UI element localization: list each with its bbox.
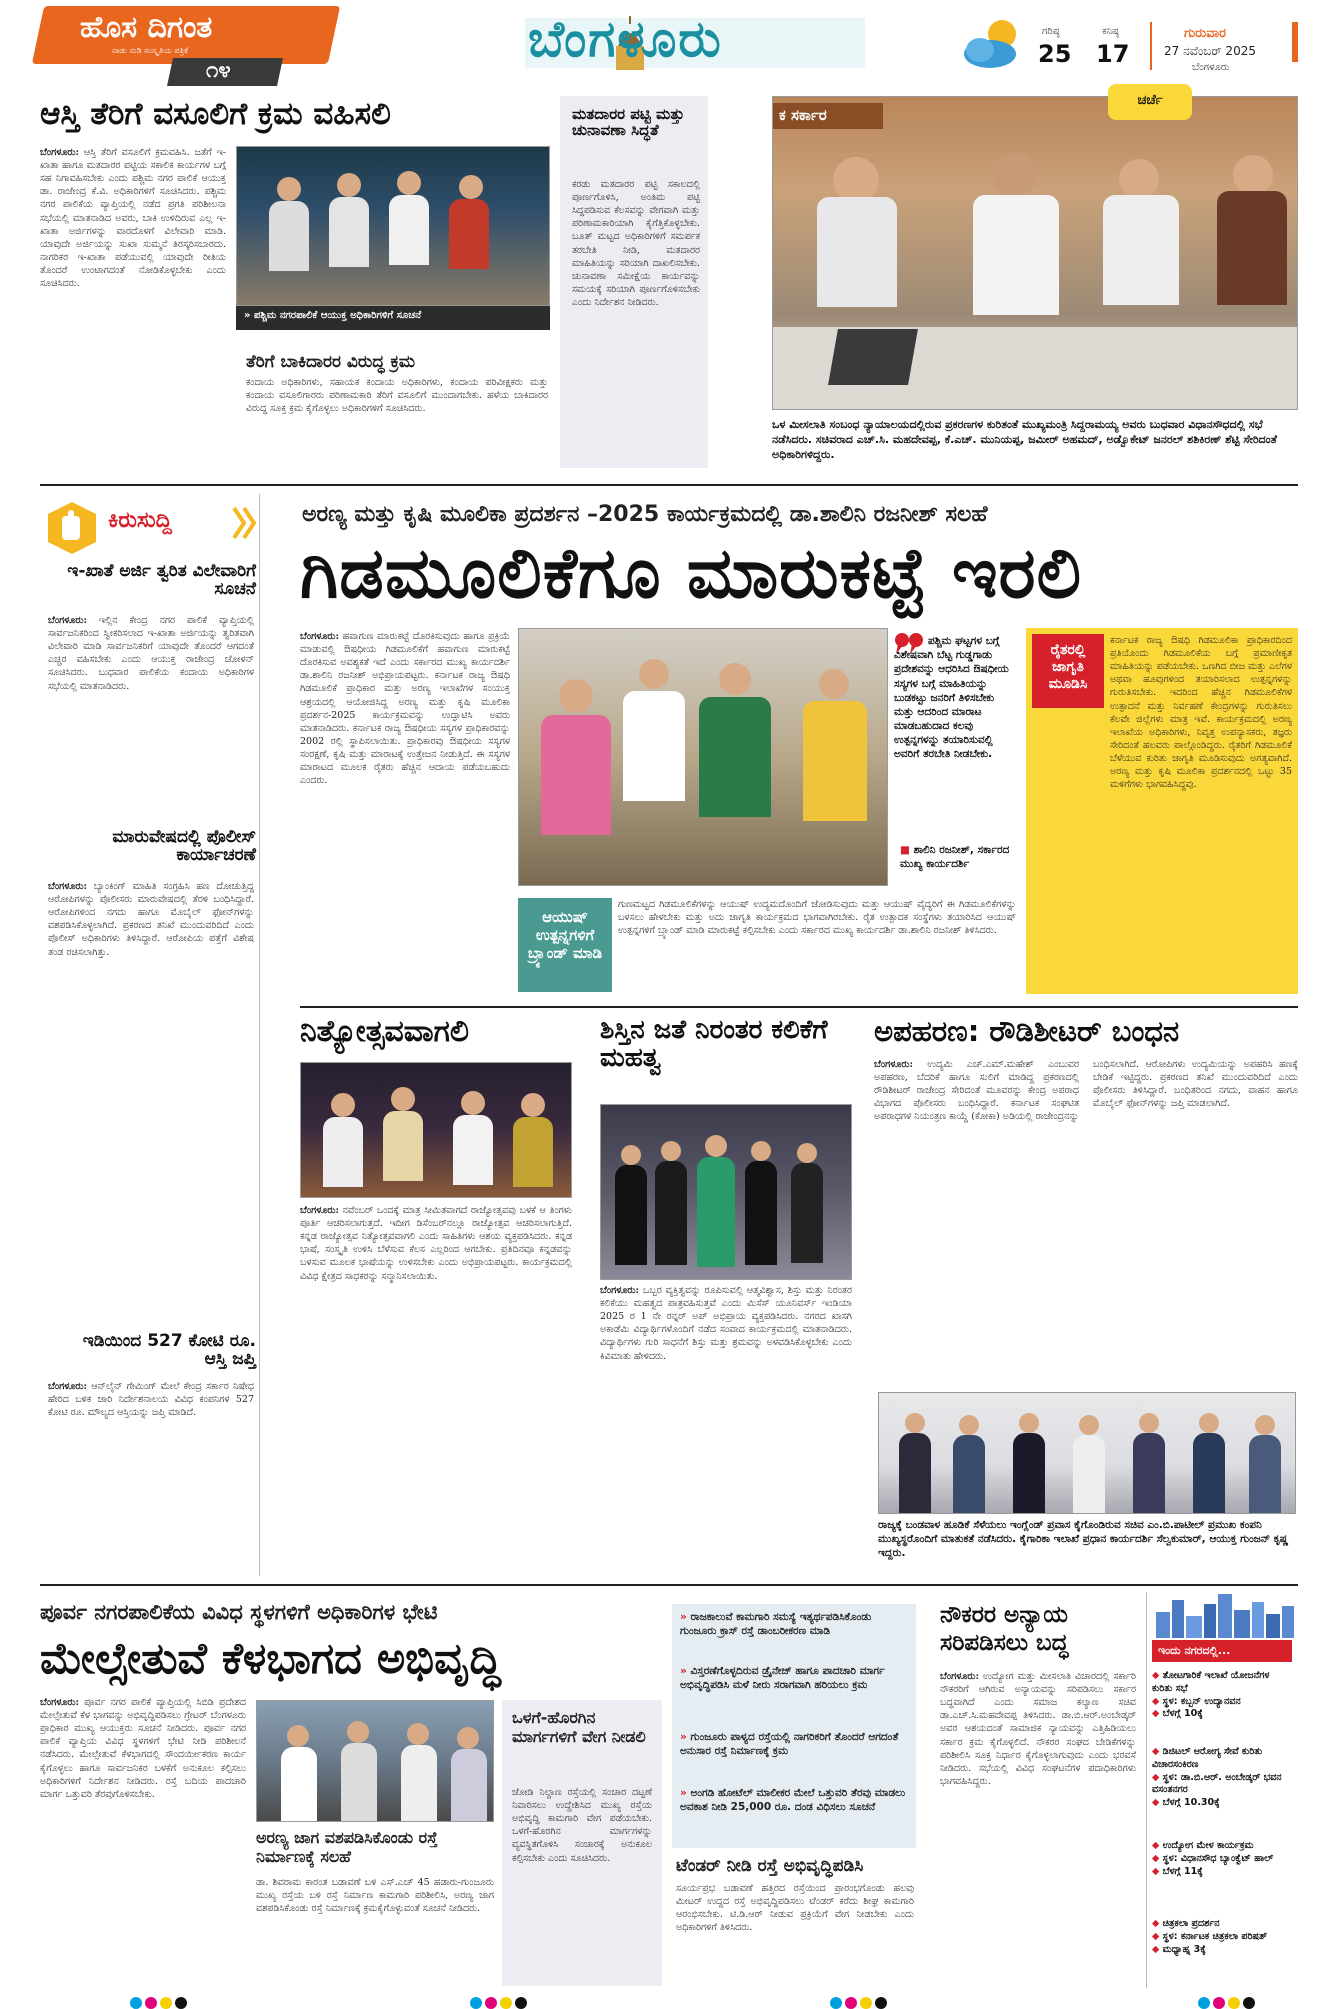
purva-bullet-0: » ರಾಜಕಾಲುವೆ ಕಾಮಗಾರಿ ಸಮಸ್ಯೆ ಇತ್ಯರ್ಥಪಡಿಸಿಕೊಂಡು ಗುಂಜೂರು ಕ್ರಾಸ್ ರಸ್ತೆ ಡಾಂಬರೀಕರಣ ಮಾಡಿ xyxy=(680,1611,872,1638)
city-title: ಬೆಂಗಳೂರು xyxy=(528,10,723,68)
lead-ayush-body: ಗುಣಮಟ್ಟದ ಗಿಡಮೂಲಿಕೆಗಳನ್ನು ಆಯುಷ್ ಉದ್ಯಮದೊಂದಿಗೆ ಜೋಡಿಸುವುದು ಮತ್ತು ಆಯುಷ್ ವೈದ್ಯರಿಗೆ ಈ ಗಿಡಮೂಲಿಕೆಗಳನ್ನು ಬಳಸಲು ಹೇಳಬೇಕು ಮತ್ತು ಅದು ಜಾಗೃತಿ ಕಾರ್ಯಕ್ರಮದ ಭಾಗವಾಗಿರಬೇಕು. ರೈತ ಉತ್ಪಾದಕ ಸಂಸ್ಥೆಗಳು ತಯಾರಿಸಿದ ಆಯುಷ್ ಉತ್ಪನ್ನಗಳಿಗೆ ಬ್ರ್ಯಾಂಡ್ ಮಾಡಿ ಮಾರುಕಟ್ಟೆ ಕಲ್ಪಿಸಬೇಕು ಎಂದು ಸರ್ಕಾರದ ಮುಖ್ಯ ಕಾರ್ಯದರ್ಶಿ ಡಾ.ಶಾಲಿನಿ ರಜನೀಶ್ ತಿಳಿಸಿದರು. xyxy=(618,899,1016,937)
city-skyline-icon xyxy=(1152,1592,1296,1638)
lead-awareness-body: ಕರ್ನಾಟಕ ರಾಜ್ಯ ಔಷಧಿ ಗಿಡಮೂಲಿಕಾ ಪ್ರಾಧಿಕಾರದಿಂದ ಪ್ರತಿಯೊಂದು ಗಿಡಮೂಲಿಕೆಯ ಬಗ್ಗೆ ಪ್ರಮಾಣೀಕೃತ ಮಾಹಿತಿಯನ್ನು ಪಡೆಯಬೇಕು. ಒಣಗಿದ ಬೀಜ ಮತ್ತು ಎಲೆಗಳ ಅಥವಾ ಹೂವುಗಳಿಂದ ತಯಾರಿಸಲಾದ ಉತ್ಪನ್ನಗಳನ್ನು ಗುರುತಿಸಬೇಕು. ಇದರಿಂದ ಹೆಚ್ಚಿನ ಗಿಡಮೂಲಿಕೆಗಳ ಉತ್ಪಾದನೆ ಮತ್ತು ನಿರ್ವಹಣೆ ಕೇಂದ್ರಗಳನ್ನು ಗುರುತಿಸಲು ಕೆಲವೇ ಜಿಲ್ಲೆಗಳು ಮಾತ್ರ ಇವೆ. ಕಾರ್ಯಕ್ರಮದಲ್ಲಿ ಅರಣ್ಯ ಇಲಾಖೆಯ ಅಧಿಕಾರಿಗಳು, ನಿವೃತ್ತ ಉಪನ್ಯಾಸಕರು, ತಜ್ಞರು ಸೇರಿದಂತೆ ಹಲವರು ಪಾಲ್ಗೊಂಡಿದ್ದರು. ರೈತರಿಗೆ ಗಿಡಮೂಲಿಕೆ ಬೆಳೆಯುವ ಕುರಿತು ಜಾಗೃತಿ ಮೂಡಿಸುವುದು ಅಗತ್ಯವಾಗಿದೆ. ಅರಣ್ಯ ಮತ್ತು ಕೃಷಿ ಮೂಲಿಕಾ ಪ್ರದರ್ಶನದಲ್ಲಿ ಒಟ್ಟು 35 ಮಳಿಗೆಗಳು ಭಾಗವಹಿಸಿದ್ದವು. xyxy=(1110,635,1292,791)
date-day: ಗುರುವಾರ xyxy=(1184,26,1226,41)
apaharana-body: ಬೆಂಗಳೂರು: ಉದ್ಯಮಿ ಎಚ್.ಎಮ್.ಮಹೇಶ್ ಎಂಬುವರ ಅಪಹರಣ, ಬೆದರಿಕೆ ಹಾಗೂ ಸುಲಿಗೆ ಮಾಡಿದ್ದ ಪ್ರಕರಣದಲ್ಲಿ ರೌಡಿಶೀಟರ್ ರಾಜೇಂದ್ರ ಸೇರಿದಂತೆ ಮೂವರನ್ನು ಕೇಂದ್ರ ಅಪರಾಧ ವಿಭಾಗದ ಪೊಲೀಸರು ಬಂಧಿಸಿದ್ದಾರೆ. ಕರ್ನಾಟಕ ಸಂಘಟಿತ ಅಪರಾಧಗಳ ನಿಯಂತ್ರಣ ಕಾಯ್ದೆ (ಕೋಕಾ) ಅಡಿಯಲ್ಲಿ ರಾಜೇಂದ್ರನನ್ನು ಬಂಧಿಸಲಾಗಿದೆ. ಆರೋಪಿಗಳು ಉದ್ಯಮಿಯನ್ನು ಅಪಹರಿಸಿ ಹಣಕ್ಕೆ ಬೇಡಿಕೆ ಇಟ್ಟಿದ್ದರು. ಪ್ರಕರಣದ ತನಿಖೆ ಮುಂದುವರಿದಿದೆ ಎಂದು ಪೊಲೀಸರು ತಿಳಿಸಿದ್ದಾರೆ. ಬಂಧಿತರಿಂದ ನಗದು, ವಾಹನ ಹಾಗೂ ಮೊಬೈಲ್ ಫೋನ್‌ಗಳನ್ನು ಜಪ್ತಿ ಮಾಡಲಾಗಿದೆ. xyxy=(874,1059,1298,1123)
story3-photo xyxy=(772,96,1298,410)
purva-sub-body: ಡಾ. ಶಿವರಾಮ ಕಾರಂತ ಬಡಾವಣೆ ಬಳಿ ಎಸ್.ಎಚ್ 45 ಹಡಾರು-ಗುಂಜೂರು ಮುಖ್ಯ ರಸ್ತೆಯ ಬಳಿ ರಸ್ತೆ ನಿರ್ಮಾಣ ಕಾಮಗಾರಿ ಪರಿಶೀಲಿಸಿ, ಅರಣ್ಯ ಜಾಗ ವಶಪಡಿಸಿಕೊಂಡು ರಸ್ತೆ ನಿರ್ಮಾಣಕ್ಕೆ ಕ್ರಮಕೈಗೊಳ್ಳುವಂತೆ ಸೂಚನೆ ನೀಡಿದರು. xyxy=(256,1877,494,1915)
lead-ayush-label: ಆಯುಷ್ ಉತ್ಪನ್ನಗಳಿಗೆ ಬ್ರ್ಯಾಂಡ್ ಮಾಡಿ xyxy=(518,898,612,992)
story1-photo xyxy=(236,146,550,306)
indu-event-1: ◆ ಡಿಜಿಟಲ್ ಆರೋಗ್ಯ ಸೇವೆ ಕುರಿತು ವಿಚಾರಸಂಕಿರಣ ◆ ಸ್ಥಳ: ಡಾ.ಬಿ.ಆರ್. ಅಂಬೇಡ್ಕರ್ ಭವನ ವಸಂತನಗರ ◆ ಬೆಳಗ್ಗೆ 10.30ಕ್ಕೆ xyxy=(1152,1746,1282,1809)
kiru-item-1-headline: ಮಾರುವೇಷದಲ್ಲಿ ಪೊಲೀಸ್ ಕಾರ್ಯಾಚರಣೆ xyxy=(112,827,256,866)
weather-max-label: ಗರಿಷ್ಠ xyxy=(1042,26,1060,37)
apaharana-caption: ರಾಜ್ಯಕ್ಕೆ ಬಂಡವಾಳ ಹೂಡಿಕೆ ಸೆಳೆಯಲು ಇಂಗ್ಲೆಂಡ್ ಪ್ರವಾಸ ಕೈಗೊಂಡಿರುವ ಸಚಿವ ಎಂ.ಬಿ.ಪಾಟೀಲ್ ಪ್ರಮುಖ ಕಂಪನಿ ಮುಖ್ಯಸ್ಥರೊಂದಿಗೆ ಮಾತುಕತೆ ನಡೆಸಿದರು. ಕೈಗಾರಿಕಾ ಇಲಾಖೆ ಪ್ರಧಾನ ಕಾರ್ಯದರ್ಶಿ ಸೆಲ್ವಕುಮಾರ್, ಆಯುಕ್ತ ಗುಂಜನ್ ಕೃಷ್ಣ ಇದ್ದರು. xyxy=(878,1519,1289,1560)
apaharana-headline: ಅಪಹರಣ: ರೌಡಿಶೀಟರ್ ಬಂಧನ xyxy=(874,1014,1180,1048)
purva-kicker: ಪೂರ್ವ ನಗರಪಾಲಿಕೆಯ ವಿವಿಧ ಸ್ಥಳಗಳಿಗೆ ಅಧಿಕಾರಿಗಳ ಭೇಟಿ xyxy=(40,1600,438,1624)
date-place: ಬೆಂಗಳೂರು xyxy=(1192,62,1230,73)
purva-bullet-2: » ಗುಂಜೂರು ಪಾಳ್ಯದ ರಸ್ತೆಯಲ್ಲಿ ನಾಗರಿಕರಿಗೆ ತೊಂದರೆ ಆಗದಂತೆ ಅನುಸಾರ ರಸ್ತೆ ನಿರ್ಮಾಣಕ್ಕೆ ಕ್ರಮ xyxy=(680,1731,899,1758)
lead-headline: ಗಿಡಮೂಲಿಕೆಗೂ ಮಾರುಕಟ್ಟೆ ಇರಲಿ xyxy=(300,532,1083,614)
naukarar-headline: ನೌಕರರ ಅನ್ಯಾಯ ಸರಿಪಡಿಸಲು ಬದ್ಧ xyxy=(940,1602,1069,1656)
kiru-item-0-headline: ಇ-ಖಾತೆ ಅರ್ಜಿ ತ್ವರಿತ ವಿಲೇವಾರಿಗೆ ಸೂಚನೆ xyxy=(67,561,256,600)
weather-min-label: ಕನಿಷ್ಠ xyxy=(1102,26,1119,37)
kiru-hand-icon xyxy=(44,500,100,556)
lead-quote: ಪಶ್ಚಿಮ ಘಟ್ಟಗಳ ಬಗ್ಗೆ ವಿಶೇಷವಾಗಿ ಬೆಟ್ಟ ಗುಡ್ಡಗಾಡು ಪ್ರದೇಶವನ್ನು ಆಧರಿಸಿದ ಔಷಧೀಯ ಸಸ್ಯಗಳ ಬಗ್ಗೆ ಮಾಹಿತಿಯನ್ನು ಬುಡಕಟ್ಟು ಜನರಿಗೆ ತಿಳಿಸಬೇಕು ಮತ್ತು ಆದರಿಂದ ಮಾರಾಟ ಮಾಡಬಹುದಾದ ಕಲವು ಉತ್ಪನ್ನಗಳನ್ನು ತಯಾರಿಸುವಲ್ಲಿ ಅವರಿಗೆ ತರಬೇತಿ ನೀಡಬೇಕು. xyxy=(894,635,1009,761)
purva-bullet-3: » ಅಂಗಡಿ ಹೋಟೆಲ್ ಮಾಲೀಕರ ಮೇಲೆ ಒತ್ತುವರಿ ತೆರವು ಮಾಡಲು ಅವಕಾಶ ನೀಡಿ 25,000 ರೂ. ದಂಡ ವಿಧಿಸಲು ಸೂಚನೆ xyxy=(680,1787,906,1814)
page-number: ೧೪ xyxy=(206,58,231,83)
story3-photo-banner: ಕ ಸರ್ಕಾರ xyxy=(773,103,883,129)
purva-bullet-1: » ವಿಸ್ತರಣೆಗೊಳ್ಳದಿರುವ ಡ್ರೈನೇಜ್ ಹಾಗೂ ಪಾದಚಾರಿ ಮಾರ್ಗ ಅಭಿವೃದ್ಧಿಪಡಿಸಿ ಮಳೆ ನೀರು ಸರಾಗವಾಗಿ ಹರಿಯಲು ಕ್ರಮ xyxy=(680,1665,885,1692)
purva-sub-headline: ಅರಣ್ಯ ಜಾಗ ವಶಪಡಿಸಿಕೊಂಡು ರಸ್ತೆ ನಿರ್ಮಾಣಕ್ಕೆ ಸಲಹೆ xyxy=(256,1828,438,1867)
date: 27 ನವೆಂಬರ್ 2025 xyxy=(1164,44,1256,58)
purva-box-headline: ಒಳಗೆ-ಹೊರಗಿನ ಮಾರ್ಗಗಳಿಗೆ ವೇಗ ನೀಡಲಿ xyxy=(512,1708,646,1747)
story1-body: ಬೆಂಗಳೂರು: ಆಸ್ತಿ ತೆರಿಗೆ ವಸೂಲಿಗೆ ಕ್ರಮವಹಿಸಿ. ಜತೆಗೆ ಇ-ಖಾತಾ ಹಾಗೂ ಮತದಾರರ ಪಟ್ಟಿಯ ಸಕಾಲಿಕ ಕಾರ್ಯಗಳ ಬಗ್ಗೆ ಸಹ ನಿಗಾವಹಿಸಬೇಕು ಎಂದು ಪಶ್ಚಿಮ ನಗರ ಪಾಲಿಕೆ ಆಯುಕ್ತ ಡಾ. ರಾಜೇಂದ್ರ ಕೆ.ವಿ. ಅಧಿಕಾರಿಗಳಿಗೆ ಸೂಚಿಸಿದರು. ಪಶ್ಚಿಮ ನಗರ ಪಾಲಿಕೆಯ ವ್ಯಾಪ್ತಿಯಲ್ಲಿ ನಡೆದ ಪ್ರಗತಿ ಪರಿಶೀಲನಾ ಸಭೆಯಲ್ಲಿ ಮಾತನಾಡಿದ ಅವರು, ಬಾಕಿ ಉಳಿದಿರುವ ಎಲ್ಲ ಇ-ಖಾತಾ ಅರ್ಜಿಗಳನ್ನು ವಾರದೊಳಗೆ ವಿಲೇವಾರಿ ಮಾಡಿ. ಯಾವುದೇ ಅರ್ಜಿಯನ್ನು ಸುಖಾ ಸುಮ್ಮನೆ ತಿರಸ್ಕರಿಸಬಾರದು. ನಾಗರಿಕರ ಇ-ಖಾತಾ ಪಡೆಯುವಲ್ಲಿ ಯಾವುದೇ ರೀತಿಯ ತೊಂದರೆ ಉಂಟಾಗದಂತೆ ನೋಡಿಕೊಳ್ಳಬೇಕು ಎಂದು ಸೂಚಿಸಿದರು. xyxy=(40,147,226,290)
purva-headline: ಮೇಲ್ಸೇತುವೆ ಕೆಳಭಾಗದ ಅಭಿವೃದ್ಧಿ xyxy=(40,1634,501,1684)
registration-marks-far-right xyxy=(1198,1994,1258,2009)
shistu-body: ಬೆಂಗಳೂರು: ಒಬ್ಬರ ವ್ಯಕ್ತಿತ್ವವನ್ನು ರೂಪಿಸುವಲ್ಲಿ ಆತ್ಮವಿಶ್ವಾಸ, ಶಿಸ್ತು ಮತ್ತು ನಿರಂತರ ಕಲಿಕೆಯು ಮಹತ್ವದ ಪಾತ್ರವಹಿಸುತ್ತವೆ ಎಂದು ಮಿಸೆಸ್ ಯೂನಿವರ್ಸ್ ಇಂಡಿಯಾ 2025 ರ 1 ನೇ ರನ್ನರ್ ಅಪ್ ಅಭಿಪ್ರಾಯ ವ್ಯಕ್ತಪಡಿಸಿದರು. ನಗರದ ಖಾಸಗಿ ಅಕಾಡೆಮಿ ವಿದ್ಯಾರ್ಥಿಗಳೊಂದಿಗೆ ನಡೆದ ಸಂವಾದ ಕಾರ್ಯಕ್ರಮದಲ್ಲಿ ಮಾತನಾಡಿದರು. ವಿದ್ಯಾರ್ಥಿಗಳು ಗುರಿ ಸಾಧನೆಗೆ ಶಿಸ್ತು ಮತ್ತು ಶ್ರಮವನ್ನು ಅಳವಡಿಸಿಕೊಳ್ಳಬೇಕು ಎಂದು ಕಿವಿಮಾತು ಹೇಳಿದರು. xyxy=(600,1285,852,1362)
weather-max: 25 xyxy=(1038,40,1072,68)
shistu-photo xyxy=(600,1104,852,1280)
purva-photo xyxy=(256,1700,494,1822)
lead-body: ಬೆಂಗಳೂರು: ಹವಾಗುಣ ಮಾರುಕಟ್ಟೆ ದೊರಕಿಸುವುದು ಹಾಗೂ ಪ್ರಕ್ರಿಯೆ ಮಾಡುವಲ್ಲಿ ಔಷಧೀಯ ಗಿಡಮೂಲಿಕೆಗೆ ಹವಾಗುಣ ಮಾರುಕಟ್ಟೆ ದೊರಕಿಸುವ ಅವಶ್ಯಕತೆ ಇದೆ ಎಂದು ಸರ್ಕಾರದ ಮುಖ್ಯ ಕಾರ್ಯದರ್ಶಿ ಡಾ.ಶಾಲಿನಿ ರಜನೀಶ್ ಅಭಿಪ್ರಾಯಪಟ್ಟರು. ಕರ್ನಾಟಕ ರಾಜ್ಯ ಔಷಧಿ ಗಿಡಮೂಲಿಕೆ ಪ್ರಾಧಿಕಾರ ಮತ್ತು ಅರಣ್ಯ ಇಲಾಖೆಗಳ ಸಂಯುಕ್ತ ಆಶ್ರಯದಲ್ಲಿ ಆಯೋಜಿಸಿದ್ದ ಅರಣ್ಯ ಮತ್ತು ಕೃಷಿ ಮೂಲಿಕಾ ಪ್ರದರ್ಶನ-2025 ಕಾರ್ಯಕ್ರಮವನ್ನು ಉದ್ಘಾಟಿಸಿ ಅವರು ಮಾತನಾಡಿದರು. ಕರ್ನಾಟಕ ರಾಜ್ಯ ಔಷಧೀಯ ಸಸ್ಯಗಳ ಪ್ರಾಧಿಕಾರವನ್ನು 2002 ರಲ್ಲಿ ಸ್ಥಾಪಿಸಲಾಯಿತು. ಪ್ರಾಧಿಕಾರವು ಔಷಧೀಯ ಸಸ್ಯಗಳ ಸಂರಕ್ಷಣೆ, ಕೃಷಿ ಮತ್ತು ಮಾರಾಟಕ್ಕೆ ಉತ್ತೇಜನ ನೀಡುತ್ತಿದೆ. ಈ ಸಸ್ಯಗಳ ಮಾರಾಟದ ಮೂಲಕ ರೈತರು ಹೆಚ್ಚಿನ ಆದಾಯ ಪಡೆಯಬಹುದು ಎಂದರು. xyxy=(300,631,510,787)
shistu-headline: ಶಿಸ್ತಿನ ಜತೆ ನಿರಂತರ ಕಲಿಕೆಗೆ ಮಹತ್ವ xyxy=(600,1015,828,1074)
lead-awareness-label: ರೈತರಲ್ಲಿ ಜಾಗೃತಿ ಮೂಡಿಸಿ xyxy=(1032,634,1104,708)
paper-tagline: ನಾಡು ನುಡಿ ಸಂಸ್ಕೃತಿಯ ಪತ್ರಿಕೆ xyxy=(112,46,188,55)
story1-sub-body: ಕಂದಾಯ ಅಧಿಕಾರಿಗಳು, ಸಹಾಯಕ ಕಂದಾಯ ಅಧಿಕಾರಿಗಳು, ಕಂದಾಯ ಪರಿವೀಕ್ಷಕರು ಮತ್ತು ಕಂದಾಯ ವಸೂಲಿಗಾರರು ಪರಿಣಾಮಕಾರಿ ತೆರಿಗೆ ವಸೂಲಿಗೆ ಮುಂದಾಗಬೇಕು. ಹಳೆಯ ಬಾಕಿದಾರರ ವಿರುದ್ಧ ಸೂಕ್ತ ಕ್ರಮ ಕೈಗೊಳ್ಳಲು ಅಧಿಕಾರಿಗಳಿಗೆ ಸೂಚಿಸಿದರು. xyxy=(246,377,548,415)
registration-marks-left xyxy=(130,1994,190,2009)
paper-name: ಹೊಸ ದಿಗಂತ xyxy=(80,10,213,45)
kiru-chevron-icon xyxy=(232,506,258,540)
registration-marks-center xyxy=(470,1994,530,2009)
nitya-headline: ನಿತ್ಯೋತ್ಸವವಾಗಲಿ xyxy=(300,1014,469,1049)
weather-min: 17 xyxy=(1096,40,1130,68)
story2-headline: ಮತದಾರರ ಪಟ್ಟಿ ಮತ್ತು ಚುನಾವಣಾ ಸಿದ್ಧತೆ xyxy=(572,105,685,140)
story1-photo-caption: » ಪಶ್ಚಿಮ ನಗರಪಾಲಿಕೆ ಆಯುಕ್ತ ಅಧಿಕಾರಿಗಳಿಗೆ ಸೂಚನೆ xyxy=(236,306,550,330)
purva-body: ಬೆಂಗಳೂರು: ಪೂರ್ವ ನಗರ ಪಾಲಿಕೆ ವ್ಯಾಪ್ತಿಯಲ್ಲಿ ಸಿಬಿಡಿ ಪ್ರದೇಶದ ಮೇಲ್ಸೇತುವೆ ಕೆಳ ಭಾಗವನ್ನು ಅಭಿವೃದ್ಧಿಪಡಿಸಲು ಗ್ರೇಟರ್ ಬೆಂಗಳೂರು ಪ್ರಾಧಿಕಾರ ಮುಖ್ಯ ಆಯುಕ್ತರು ಸೂಚನೆ ನೀಡಿದರು. ಪೂರ್ವ ನಗರ ಪಾಲಿಕೆ ವ್ಯಾಪ್ತಿಯ ವಿವಿಧ ಸ್ಥಳಗಳಿಗೆ ಭೇಟಿ ನೀಡಿ ಪರಿಶೀಲನೆ ನಡೆಸಿದರು. ಮೇಲ್ಸೇತುವೆ ಕೆಳಭಾಗದಲ್ಲಿ ಸೌಂದರ್ಯೀಕರಣ ಕಾರ್ಯ ಕೈಗೊಳ್ಳಲು ಹಾಗೂ ಸಾರ್ವಜನಿಕರ ಬಳಕೆಗೆ ಅನುಕೂಲ ಕಲ್ಪಿಸಲು ಅಧಿಕಾರಿಗಳಿಗೆ ನಿರ್ದೇಶನ ನೀಡಿದರು. ರಸ್ತೆ ಬದಿಯ ಪಾದಚಾರಿ ಮಾರ್ಗ ಒತ್ತುವರಿ ತೆರವುಗೊಳಿಸಬೇಕು. xyxy=(40,1697,246,1800)
kiru-item-1-body: ಬೆಂಗಳೂರು: ಬ್ಯಾಂಕಿಂಗ್ ಮಾಹಿತಿ ಸಂಗ್ರಹಿಸಿ ಹಣ ದೋಚುತ್ತಿದ್ದ ಆರೋಪಿಗಳನ್ನು ಪೊಲೀಸರು ಮಾರುವೇಷದಲ್ಲಿ ತೆರಳಿ ಬಂಧಿಸಿದ್ದಾರೆ. ಆರೋಪಿಗಳಿಂದ ನಗದು ಹಾಗೂ ಮೊಬೈಲ್ ಫೋನ್‌ಗಳನ್ನು ವಶಪಡಿಸಿಕೊಳ್ಳಲಾಗಿದೆ. ಪ್ರಕರಣದ ತನಿಖೆ ಮುಂದುವರಿದಿದೆ ಎಂದು ಪೊಲೀಸ್ ಅಧಿಕಾರಿಗಳು ತಿಳಿಸಿದ್ದಾರೆ. ಆರೋಪಿಯ ಪತ್ತೆಗೆ ವಿಶೇಷ ತಂಡ ರಚಿಸಲಾಗಿತ್ತು. xyxy=(48,881,254,958)
purva-tender-body: ಸೂರ್ಯಪ್ರಭ ಬಡಾವಣೆ ಹತ್ತಿರದ ರಸ್ತೆಯಿಂದ ಪ್ರಾರಂಭಗೊಂಡು ಹಲವು ಮೀಟರ್ ಉದ್ದದ ರಸ್ತೆ ಅಭಿವೃದ್ಧಿಪಡಿಸಲು ಟೆಂಡರ್ ಕರೆದು ಶೀಘ್ರ ಕಾಮಗಾರಿ ಆರಂಭಿಸಬೇಕು. ಟಿ.ಡಿ.ಆರ್ ನೀಡುವ ಪ್ರಕ್ರಿಯೆಗೆ ವೇಗ ನೀಡಬೇಕು ಎಂದು ಅಧಿಕಾರಿಗಳಿಗೆ ತಿಳಿಸಿದರು. xyxy=(676,1883,914,1934)
kiru-item-0-body: ಬೆಂಗಳೂರು: ಇಲ್ಲಿನ ಕೇಂದ್ರ ನಗರ ಪಾಲಿಕೆ ವ್ಯಾಪ್ತಿಯಲ್ಲಿ ಸಾರ್ವಜನಿಕರಿಂದ ಸ್ವೀಕರಿಸಲಾದ ಇ-ಖಾತಾ ಅರ್ಜಿಯನ್ನು ತ್ವರಿತವಾಗಿ ವಿಲೇವಾರಿ ಮಾಡಿ ಸಾರ್ವಜನಿಕರಿಗೆ ಯಾವುದೇ ತೊಂದರೆ ಆಗದಂತೆ ಎಚ್ಚರ ವಹಿಸಬೇಕು ಎಂದು ಆಯುಕ್ತ ರಾಜೇಂದ್ರ ಚೋಳನ್ ಸೂಚಿಸಿದರು. ಬುಧವಾರ ಪಾಲಿಕೆಯ ಕಂದಾಯ ಅಧಿಕಾರಿಗಳ ಸಭೆಯಲ್ಲಿ ಮಾತನಾಡಿದರು. xyxy=(48,615,254,692)
kiru-item-2-body: ಬೆಂಗಳೂರು: ಆನ್‌ಲೈನ್ ಗೇಮಿಂಗ್ ಮೇಲೆ ಕೇಂದ್ರ ಸರ್ಕಾರ ನಿಷೇಧ ಹೇರಿದ ಬಳಿಕ ಜಾರಿ ನಿರ್ದೇಶನಾಲಯ ವಿವಿಧ ಕಂಪನಿಗಳ 527 ಕೋಟಿ ರೂ. ಮೌಲ್ಯದ ಆಸ್ತಿಯನ್ನು ಜಪ್ತಿ ಮಾಡಿದೆ. xyxy=(48,1381,254,1419)
kiru-label: ಕಿರುಸುದ್ದಿ xyxy=(108,508,172,533)
story1-sub-headline: ತೆರಿಗೆ ಬಾಕಿದಾರರ ವಿರುದ್ಧ ಕ್ರಮ xyxy=(246,352,416,372)
story1-dateline: ಬೆಂಗಳೂರು: xyxy=(40,147,79,158)
story2-body: ಕರಡು ಮತದಾರರ ಪಟ್ಟಿ ಸಕಾಲದಲ್ಲಿ ಪೂರ್ಣಗೊಳಿಸಿ, ಅಂತಿಮ ಪಟ್ಟಿ ಸಿದ್ಧಪಡಿಸುವ ಕೆಲಸವನ್ನು ವೇಗವಾಗಿ ಮತ್ತು ಪರಿಣಾಮಕಾರಿಯಾಗಿ ಕೈಗೆತ್ತಿಕೊಳ್ಳಬೇಕು. ಬೂತ್ ಮಟ್ಟದ ಅಧಿಕಾರಿಗಳಿಗೆ ಸಮರ್ಪಕ ತರಬೇತಿ ನೀಡಿ, ಮತದಾರರ ಮಾಹಿತಿಯನ್ನು ಸರಿಯಾಗಿ ದಾಖಲಿಸಬೇಕು. ಚುನಾವಣಾ ಸಮೀಕ್ಷೆಯ ಕಾರ್ಯವನ್ನು ಸಮಯಕ್ಕೆ ಸರಿಯಾಗಿ ಪೂರ್ಣಗೊಳಿಸಬೇಕು ಎಂದು ನಿರ್ದೇಶನ ನೀಡಿದರು. xyxy=(572,179,700,308)
naukarar-body: ಬೆಂಗಳೂರು: ಉದ್ಯೋಗ ಮತ್ತು ಮೀಸಲಾತಿ ವಿಚಾರದಲ್ಲಿ ಸರ್ಕಾರಿ ನೌಕರರಿಗೆ ಆಗಿರುವ ಅನ್ಯಾಯವನ್ನು ಸರಿಪಡಿಸಲು ಸರ್ಕಾರ ಬದ್ಧವಾಗಿದೆ ಎಂದು ಸಮಾಜ ಕಲ್ಯಾಣ ಸಚಿವ ಡಾ.ಎಚ್.ಸಿ.ಮಹದೇವಪ್ಪ ತಿಳಿಸಿದರು. ಡಾ.ಬಿ.ಆರ್.ಅಂಬೇಡ್ಕರ್ ಅವರ ಆಶಯದಂತೆ ಸಾಮಾಜಿಕ ನ್ಯಾಯವನ್ನು ಎತ್ತಿಹಿಡಿಯಲು ಸರ್ಕಾರ ಕ್ರಮ ಕೈಗೊಳ್ಳಲಿದೆ. ನೌಕರರ ಸಂಘದ ಬೇಡಿಕೆಗಳನ್ನು ಪರಿಶೀಲಿಸಿ ಸೂಕ್ತ ನಿರ್ಧಾರ ಕೈಗೊಳ್ಳಲಾಗುವುದು ಎಂದು ಭರವಸೆ ನೀಡಿದರು. ಸಭೆಯಲ್ಲಿ ವಿವಿಧ ಸಂಘಟನೆಗಳ ಪದಾಧಿಕಾರಿಗಳು ಭಾಗವಹಿಸಿದ್ದರು. xyxy=(940,1671,1136,1787)
nitya-body: ಬೆಂಗಳೂರು: ನವೆಂಬರ್ ಒಂದಕ್ಕೆ ಮಾತ್ರ ಸೀಮಿತವಾಗದೆ ರಾಜ್ಯೋತ್ಸವವು ಬಳಕೆ ಆ ತಿಂಗಳು ಪೂರ್ತಿ ಆಚರಿಸಲಾಗುತ್ತದೆ. ಇದೀಗ ಡಿಸೆಂಬರ್‌ನಲ್ಲೂ ರಾಜ್ಯೋತ್ಸವ ಆಚರಿಸಲಾಗುತ್ತಿದೆ. ಕನ್ನಡ ರಾಜ್ಯೋತ್ಸವ ನಿತ್ಯೋತ್ಸವವಾಗಲಿ ಎಂದು ಸಾಹಿತಿಗಳು ಆಶಯ ವ್ಯಕ್ತಪಡಿಸಿದರು. ಕನ್ನಡ ಭಾಷೆ, ಸಂಸ್ಕೃತಿ ಉಳಿಸಿ ಬೆಳೆಸುವ ಕೆಲಸ ಎಲ್ಲರಿಂದ ಆಗಬೇಕು. ಪ್ರತಿದಿನವೂ ಕನ್ನಡವನ್ನು ಬಳಸುವ ಮೂಲಕ ಭಾಷೆಯನ್ನು ಉಳಿಸಬೇಕು ಎಂದು ಅಭಿಪ್ರಾಯಪಟ್ಟರು. ಕಾರ್ಯಕ್ರಮದಲ್ಲಿ ವಿವಿಧ ಕ್ಷೇತ್ರದ ಸಾಧಕರನ್ನು ಸನ್ಮಾನಿಸಲಾಯಿತು. xyxy=(300,1205,572,1282)
lead-kicker: ಅರಣ್ಯ ಮತ್ತು ಕೃಷಿ ಮೂಲಿಕಾ ಪ್ರದರ್ಶನ –2025 ಕಾರ್ಯಕ್ರಮದಲ್ಲಿ ಡಾ.ಶಾಲಿನಿ ರಜನೀಶ್ ಸಲಹೆ xyxy=(302,502,988,527)
masthead xyxy=(0,0,1339,88)
kiru-item-2-headline: ಇಡಿಯಿಂದ 527 ಕೋಟಿ ರೂ. ಆಸ್ತಿ ಜಪ್ತಿ xyxy=(82,1331,256,1370)
nitya-photo xyxy=(300,1062,572,1198)
purva-box-body: ಜೋಡಿ ನಿಲ್ದಾಣ ರಸ್ತೆಯಲ್ಲಿ ಸಂಚಾರ ದಟ್ಟಣೆ ನಿವಾರಿಸಲು ಉದ್ದೇಶಿಸಿದ ಮುಖ್ಯ ರಸ್ತೆಯ ಅಭಿವೃದ್ಧಿ ಕಾಮಗಾರಿ ವೇಗ ಪಡೆಯಬೇಕು. ಒಳಗೆ-ಹೊರಗಿನ ಮಾರ್ಗಗಳನ್ನು ವ್ಯವಸ್ಥಿತಗೊಳಿಸಿ ಸಂಚಾರಕ್ಕೆ ಅನುಕೂಲ ಕಲ್ಪಿಸಬೇಕು ಎಂದು ಸೂಚಿಸಿದರು. xyxy=(512,1787,652,1864)
apaharana-photo xyxy=(878,1392,1296,1514)
indu-event-3: ◆ ಚಿತ್ರಕಲಾ ಪ್ರದರ್ಶನ ◆ ಸ್ಥಳ: ಕರ್ನಾಟಕ ಚಿತ್ರಕಲಾ ಪರಿಷತ್ ◆ ಮಧ್ಯಾಹ್ನ 3ಕ್ಕೆ xyxy=(1152,1918,1268,1955)
story3-tag: ಚರ್ಚೆ xyxy=(1108,84,1192,120)
purva-tender-headline: ಟೆಂಡರ್ ನೀಡಿ ರಸ್ತೆ ಅಭಿವೃದ್ಧಿಪಡಿಸಿ xyxy=(676,1856,864,1876)
registration-marks-right xyxy=(830,1994,890,2009)
lead-photo xyxy=(518,628,888,886)
story3-caption: ಒಳ ಮೀಸಲಾತಿ ಸಂಬಂಧ ನ್ಯಾಯಾಲಯದಲ್ಲಿರುವ ಪ್ರಕರಣಗಳ ಕುರಿತಂತೆ ಮುಖ್ಯಮಂತ್ರಿ ಸಿದ್ದರಾಮಯ್ಯ ಅವರು ಬುಧವಾರ ವಿಧಾನಸೌಧದಲ್ಲಿ ಸಭೆ ನಡೆಸಿದರು. ಸಚಿವರಾದ ಎಚ್.ಸಿ. ಮಹದೇವಪ್ಪ, ಕೆ.ಎಚ್. ಮುನಿಯಪ್ಪ, ಜಮೀರ್ ಅಹಮದ್, ಅಡ್ವೊಕೇಟ್ ಜನರಲ್ ಶಶಿಕಿರಣ್ ಶೆಟ್ಟಿ ಸೇರಿದಂತೆ ಅಧಿಕಾರಿಗಳಿದ್ದರು. xyxy=(772,418,1277,461)
lead-quote-name: ■ ಶಾಲಿನಿ ರಜನೀಶ್, ಸರ್ಕಾರದ ಮುಖ್ಯ ಕಾರ್ಯದರ್ಶಿ xyxy=(900,844,1010,870)
indu-label: ಇಂದು ನಗರದಲ್ಲಿ... xyxy=(1152,1640,1292,1662)
weather-cloud-icon xyxy=(958,14,1026,70)
indu-event-0: ◆ ತೋಟಗಾರಿಕೆ ಇಲಾಖೆ ಯೋಜನೆಗಳ ಕುರಿತು ಸಭೆ ◆ ಸ್ಥಳ: ಕಬ್ಬನ್ ಉದ್ಯಾನವನ ◆ ಬೆಳಗ್ಗೆ 10ಕ್ಕೆ xyxy=(1152,1670,1270,1720)
indu-event-2: ◆ ಉದ್ಯೋಗ ಮೇಳ ಕಾರ್ಯಕ್ರಮ ◆ ಸ್ಥಳ: ವಿಧಾನಸೌಧ ಬ್ಯಾಂಕ್ವೆಟ್ ಹಾಲ್ ◆ ಬೆಳಗ್ಗೆ 11ಕ್ಕೆ xyxy=(1152,1840,1274,1877)
story1-headline: ಆಸ್ತಿ ತೆರಿಗೆ ವಸೂಲಿಗೆ ಕ್ರಮ ವಹಿಸಲಿ xyxy=(40,96,391,132)
